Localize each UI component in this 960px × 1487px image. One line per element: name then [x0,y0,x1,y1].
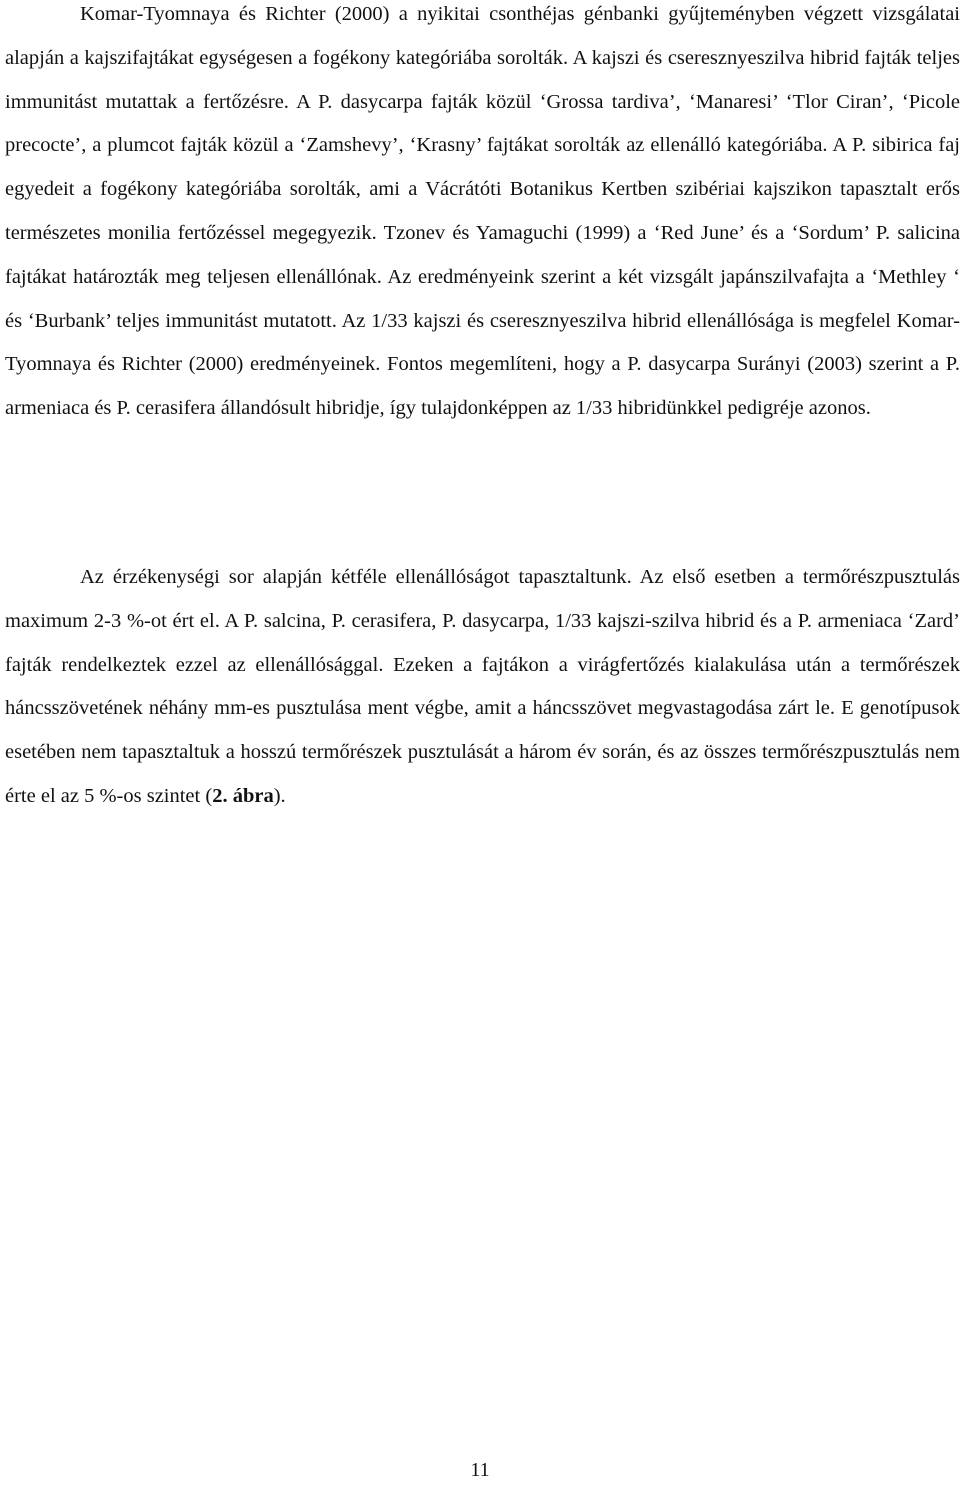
page-number: 11 [470,1459,490,1481]
body-text-block-2 [5,556,960,819]
paragraph-end: ). [273,784,286,807]
paragraph [5,556,960,819]
figure-reference: 2. ábra [212,784,274,807]
body-text-block-1 [5,0,960,431]
paragraph-text: Az érzékenységi sor alapján kétféle ellenállóságot tapasztaltunk. Az első esetben a termőrészpusztulás maximum 2-3 %-ot ért el. A P. salcina, P. cerasifera, P. dasycarpa, 1/33 kajszi-szilva hibrid és a P. armeniaca ‘Zard’ fajták rendelkeztek ezzel az ellenállósággal. Ezeken a fajtákon a virágfertőzés kialakulása után a termőrészek háncsszövetének néhány mm-es pusztulása ment végbe, amit a háncsszövet megvastagodása zárt le. E genotípusok esetében nem tapasztaltuk a hosszú termőrészek pusztulását a három év során, és az összes termőrészpusztulás nem érte el az 5 %-os szintet ( [5,566,960,807]
paragraph: Komar-Tyomnaya és Richter (2000) a nyikitai csonthéjas génbanki gyűjteményben végzett vizsgálatai alapján a kajszifajtákat egységesen a fogékony kategóriába sorolták. A kajszi és cseresznyeszilva hibrid fajták teljes immunitást mutattak a fertőzésre. A P. dasycarpa fajták közül ‘Grossa tardiva’, ‘Manaresi’ ‘Tlor Ciran’, ‘Picole precocte’, a plumcot fajták közül a ‘Zamshevy’, ‘Krasny’ fajtákat sorolták az ellenálló kategóriába. A P. sibirica faj egyedeit a fogékony kategóriába sorolták, ami a Vácrátóti Botanikus Kertben szibériai kajszikon tapasztalt erős természetes monilia fertőzéssel megegyezik. Tzonev és Yamaguchi (1999) a ‘Red June’ és a ‘Sordum’ P. salicina fajtákat határozták meg teljesen ellenállónak. Az eredményeink szerint a két vizsgált japánszilvafajta a ‘Methley ‘ és ‘Burbank’ teljes immunitást mutatott. Az 1/33 kajszi és cseresznyeszilva hibrid ellenállósága is megfelel Komar-Tyomnaya és Richter (2000) eredményeinek. Fontos megemlíteni, hogy a P. dasycarpa Surányi (2003) szerint a P. armeniaca és P. cerasifera állandósult hibridje, így tulajdonképpen az 1/33 hibridünkkel pedigréje azonos. [5,3,960,420]
